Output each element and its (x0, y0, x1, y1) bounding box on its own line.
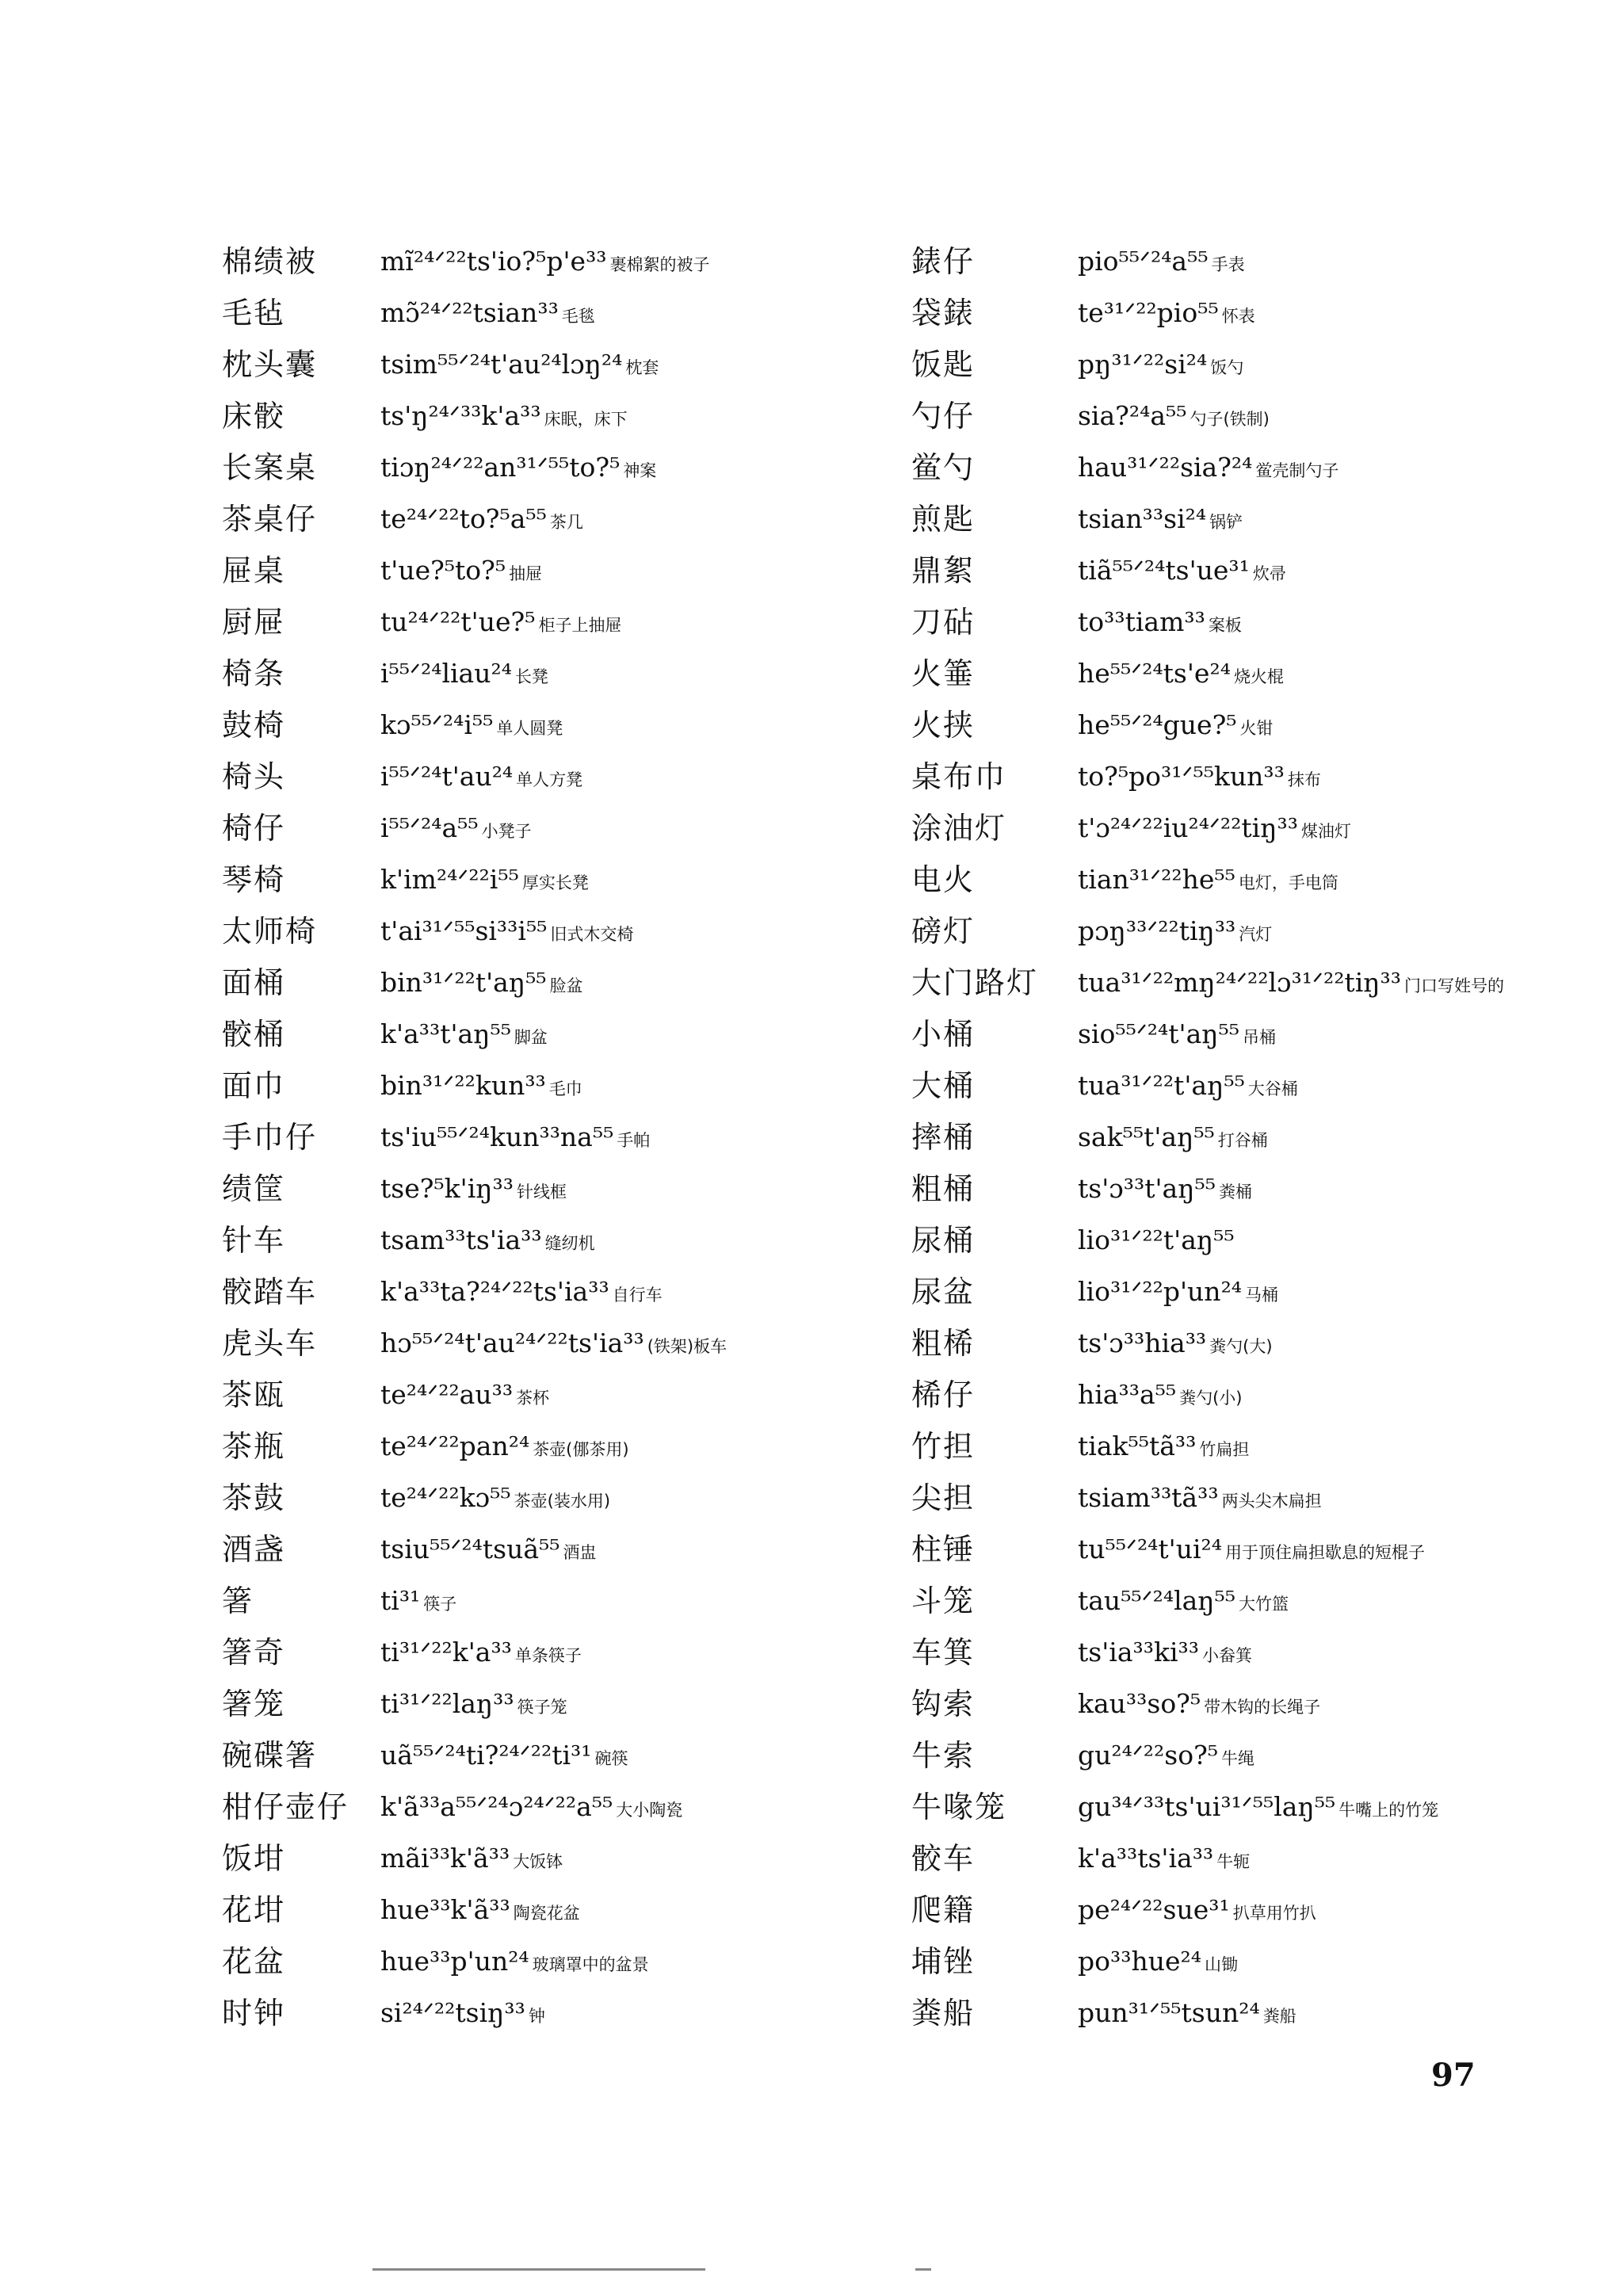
entry-word: 琴椅 (222, 862, 286, 897)
entry-word: 大门路灯 (911, 965, 1039, 1000)
entry-gloss: 大小陶瓷 (616, 1801, 683, 1820)
entry-pronunciation (380, 959, 583, 1010)
entry-gloss: 酒盅 (563, 1543, 597, 1562)
pronunciation-text: tiã⁵⁵ᐟ²⁴ts'ue³¹ (1078, 555, 1250, 586)
entry-word: 大桶 (911, 1068, 976, 1103)
entry-gloss: 单条筷子 (514, 1646, 582, 1665)
entry-word: 火箠 (911, 656, 976, 691)
pronunciation-text: bin³¹ᐟ²²kun³³ (380, 1070, 546, 1101)
entry-pronunciation (1078, 1474, 1322, 1525)
entry-pronunciation (1078, 289, 1255, 340)
entry-gloss: 山锄 (1204, 1955, 1238, 1974)
pronunciation-text: te²⁴ᐟ²²kɔ⁵⁵ (380, 1482, 511, 1513)
entry-pronunciation (380, 856, 589, 907)
pronunciation-text: to?⁵po³¹ᐟ⁵⁵kun³³ (1078, 761, 1285, 792)
entry-pronunciation (380, 1526, 596, 1576)
entry-pronunciation (380, 392, 628, 443)
entry-gloss: 竹扁担 (1199, 1440, 1250, 1459)
entry-gloss: 大竹篮 (1239, 1595, 1289, 1614)
entry-pronunciation (1078, 598, 1242, 649)
pronunciation-text: tse?⁵k'iŋ³³ (380, 1173, 514, 1204)
entry-pronunciation (380, 1320, 727, 1370)
entry-gloss: 枕套 (625, 358, 659, 377)
entry-gloss: 怀表 (1221, 307, 1255, 326)
entry-pronunciation (380, 1989, 545, 2040)
scan-artifact (915, 2268, 931, 2271)
entry-word: 茶瓶 (222, 1429, 286, 1464)
pronunciation-text: tiak⁵⁵tã³³ (1078, 1431, 1197, 1461)
entry-word: 竹担 (911, 1429, 976, 1464)
entry-word: 骹踏车 (222, 1274, 318, 1309)
entry-pronunciation (1078, 1320, 1273, 1370)
entry-gloss: 茶壶(装水用) (514, 1492, 611, 1511)
entry-pronunciation (380, 1577, 456, 1628)
pronunciation-text: tsim⁵⁵ᐟ²⁴t'au²⁴lɔŋ²⁴ (380, 349, 623, 380)
entry-gloss: 钟 (528, 2007, 545, 2026)
entry-gloss: (铁架)板车 (647, 1337, 727, 1356)
entry-pronunciation (380, 1680, 567, 1731)
pronunciation-text: tau⁵⁵ᐟ²⁴laŋ⁵⁵ (1078, 1585, 1236, 1616)
pronunciation-text: pun³¹ᐟ⁵⁵tsun²⁴ (1078, 1997, 1260, 2028)
entry-word: 箸笼 (222, 1687, 286, 1721)
pronunciation-text: tsiam³³tã³³ (1078, 1482, 1219, 1513)
entry-pronunciation (380, 907, 633, 958)
entry-word: 爬籍 (911, 1893, 976, 1927)
entry-gloss: 带木钩的长绳子 (1204, 1698, 1321, 1717)
entry-pronunciation (1078, 1835, 1250, 1885)
entry-gloss: 脸盆 (549, 976, 583, 995)
entry-word: 袋錶 (911, 296, 976, 330)
entry-pronunciation (1078, 1062, 1298, 1113)
entry-pronunciation (380, 1732, 628, 1782)
entry-gloss: 牛轭 (1216, 1852, 1251, 1871)
entry-gloss: 炊帚 (1252, 564, 1286, 583)
pronunciation-text: po³³hue²⁴ (1078, 1946, 1201, 1977)
entry-word: 柑仔壶仔 (222, 1790, 349, 1824)
entry-gloss: 陶瓷花盆 (513, 1904, 580, 1923)
entry-word: 尿桶 (911, 1223, 976, 1258)
entry-word: 面桶 (222, 965, 286, 1000)
entry-pronunciation (1078, 753, 1321, 804)
pronunciation-text: lio³¹ᐟ²²t'aŋ⁵⁵ (1078, 1224, 1235, 1255)
entry-word: 粗桶 (911, 1171, 976, 1206)
pronunciation-text: i⁵⁵ᐟ²⁴a⁵⁵ (380, 812, 479, 843)
pronunciation-text: ts'ɔ³³hia³³ (1078, 1328, 1207, 1358)
pronunciation-text: ti³¹ (380, 1585, 421, 1616)
entry-gloss: 牛绳 (1221, 1749, 1254, 1768)
pronunciation-text: sio⁵⁵ᐟ²⁴t'aŋ⁵⁵ (1078, 1018, 1239, 1049)
entry-gloss: 小凳子 (481, 822, 532, 841)
pronunciation-text: tsiu⁵⁵ᐟ²⁴tsuã⁵⁵ (380, 1534, 560, 1564)
pronunciation-text: t'ɔ²⁴ᐟ²²iu²⁴ᐟ²²tiŋ³³ (1078, 812, 1298, 843)
entry-word: 柱锤 (911, 1532, 976, 1567)
pronunciation-text: i⁵⁵ᐟ²⁴t'au²⁴ (380, 761, 514, 792)
entry-gloss: 毛巾 (548, 1079, 582, 1098)
entry-gloss: 手帕 (617, 1131, 651, 1150)
entry-pronunciation (1078, 959, 1504, 1010)
pronunciation-text: pŋ³¹ᐟ²²si²⁴ (1078, 349, 1208, 380)
pronunciation-text: k'a³³t'aŋ⁵⁵ (380, 1018, 511, 1049)
entry-gloss: 长凳 (514, 667, 548, 686)
entry-word: 錶仔 (911, 244, 976, 279)
entry-pronunciation (1078, 1371, 1242, 1422)
pronunciation-text: tua³¹ᐟ²²mŋ²⁴ᐟ²²lɔ³¹ᐟ²²tiŋ³³ (1078, 967, 1401, 998)
entry-gloss: 马桶 (1245, 1286, 1279, 1305)
pronunciation-text: pe²⁴ᐟ²²sue³¹ (1078, 1894, 1230, 1925)
entry-pronunciation (380, 1783, 682, 1834)
entry-pronunciation (1078, 1577, 1289, 1628)
entry-word: 斗笼 (911, 1584, 976, 1618)
entry-word: 鲎勺 (911, 450, 976, 485)
entry-word: 小桶 (911, 1017, 976, 1052)
entry-pronunciation (380, 804, 532, 855)
entry-word: 枕头囊 (222, 347, 318, 382)
pronunciation-text: ti³¹ᐟ²²laŋ³³ (380, 1688, 514, 1719)
entry-pronunciation (380, 701, 563, 752)
entry-pronunciation (380, 1423, 629, 1473)
pronunciation-text: tu⁵⁵ᐟ²⁴t'ui²⁴ (1078, 1534, 1222, 1564)
entry-pronunciation (1078, 495, 1243, 546)
entry-word: 厨屉 (222, 605, 286, 640)
entry-gloss: 扒草用竹扒 (1232, 1904, 1316, 1923)
entry-word: 椅头 (222, 759, 286, 794)
entry-word: 茶瓯 (222, 1377, 286, 1412)
pronunciation-text: he⁵⁵ᐟ²⁴ts'e²⁴ (1078, 658, 1231, 689)
entry-word: 尿盆 (911, 1274, 976, 1309)
entry-word: 酒盏 (222, 1532, 286, 1567)
entry-word: 虎头车 (222, 1326, 318, 1361)
entry-gloss: 电灯，手电筒 (1238, 873, 1338, 892)
pronunciation-text: ts'ɔ³³t'aŋ⁵⁵ (1078, 1173, 1216, 1204)
pronunciation-text: mĩ²⁴ᐟ²²ts'io?⁵p'e³³ (380, 246, 607, 277)
entry-gloss: 茶几 (549, 513, 583, 532)
pronunciation-text: hue³³k'ã³³ (380, 1894, 510, 1925)
pronunciation-text: si²⁴ᐟ²²tsiŋ³³ (380, 1997, 525, 2028)
entry-pronunciation (1078, 1217, 1238, 1267)
entry-gloss: 碗筷 (594, 1749, 628, 1768)
entry-pronunciation (380, 1165, 567, 1216)
entry-pronunciation (380, 1938, 649, 1988)
entry-pronunciation (1078, 1114, 1268, 1164)
entry-word: 椅条 (222, 656, 286, 691)
entry-pronunciation (1078, 1165, 1252, 1216)
pronunciation-text: he⁵⁵ᐟ²⁴gue?⁵ (1078, 709, 1237, 740)
entry-gloss: 汽灯 (1239, 925, 1273, 944)
entry-word: 面巾 (222, 1068, 286, 1103)
entry-word: 涂油灯 (911, 811, 1007, 846)
pronunciation-text: tsam³³ts'ia³³ (380, 1224, 542, 1255)
entry-word: 粗桸 (911, 1326, 976, 1361)
entry-pronunciation (380, 1010, 548, 1061)
entry-gloss: 粪勺(大) (1209, 1337, 1273, 1356)
entry-word: 埔锉 (911, 1944, 976, 1979)
pronunciation-text: k'a³³ta?²⁴ᐟ²²ts'ia³³ (380, 1276, 609, 1307)
pronunciation-text: to³³tiam³³ (1078, 606, 1205, 637)
entry-gloss: 单人方凳 (516, 770, 583, 789)
entry-word: 花盆 (222, 1944, 286, 1979)
entry-word: 箸奇 (222, 1635, 286, 1670)
entry-pronunciation (1078, 1783, 1438, 1834)
pronunciation-text: pɔŋ³³ᐟ²²tiŋ³³ (1078, 915, 1236, 946)
entry-gloss: 案板 (1208, 616, 1242, 635)
pronunciation-text: hau³¹ᐟ²²sia?²⁴ (1078, 452, 1253, 483)
entry-gloss: 粪勺(小) (1179, 1389, 1243, 1408)
entry-gloss: 缝纫机 (544, 1234, 595, 1253)
entry-gloss: 裹棉絮的被子 (609, 255, 710, 274)
pronunciation-text: k'a³³ts'ia³³ (1078, 1843, 1214, 1874)
pronunciation-text: tu²⁴ᐟ²²t'ue?⁵ (380, 606, 536, 637)
entry-gloss: 勺子(铁制) (1190, 410, 1270, 429)
entry-word: 电火 (911, 862, 976, 897)
pronunciation-text: hue³³p'un²⁴ (380, 1946, 529, 1977)
entry-gloss: 玻璃罩中的盆景 (532, 1955, 649, 1974)
entry-gloss: 饭勺 (1210, 358, 1244, 377)
entry-word: 鼓椅 (222, 708, 286, 743)
entry-pronunciation (380, 1835, 563, 1885)
entry-pronunciation (380, 1629, 582, 1679)
entry-word: 手巾仔 (222, 1120, 318, 1155)
entry-pronunciation (380, 495, 583, 546)
entry-word: 长案桌 (222, 450, 318, 485)
entry-word: 床骹 (222, 399, 286, 434)
entry-gloss: 煤油灯 (1300, 822, 1351, 841)
pronunciation-text: mɔ̃²⁴ᐟ²²tsian³³ (380, 297, 559, 328)
entry-gloss: 针线框 (516, 1182, 567, 1201)
entry-pronunciation (380, 1268, 663, 1319)
entry-pronunciation (1078, 1680, 1320, 1731)
entry-gloss: 床眠，床下 (544, 410, 628, 429)
entry-word: 茶鼓 (222, 1480, 286, 1515)
pronunciation-text: kau³³so?⁵ (1078, 1688, 1201, 1719)
entry-pronunciation (1078, 1886, 1316, 1937)
entry-gloss: 筷子笼 (517, 1698, 567, 1717)
entry-pronunciation (380, 1062, 582, 1113)
pronunciation-text: k'ã³³a⁵⁵ᐟ²⁴ɔ²⁴ᐟ²²a⁵⁵ (380, 1791, 613, 1822)
entry-gloss: 粪船 (1262, 2007, 1296, 2026)
entry-word: 茶桌仔 (222, 502, 318, 537)
pronunciation-text: kɔ⁵⁵ᐟ²⁴i⁵⁵ (380, 709, 494, 740)
entry-gloss: 锅铲 (1209, 513, 1243, 532)
pronunciation-text: tiɔŋ²⁴ᐟ²²an³¹ᐟ⁵⁵to?⁵ (380, 452, 621, 483)
entry-word: 屉桌 (222, 553, 286, 588)
entry-gloss: 厚实长凳 (521, 873, 589, 892)
entry-pronunciation (1078, 1732, 1254, 1782)
entry-pronunciation (380, 753, 582, 804)
pronunciation-text: hɔ⁵⁵ᐟ²⁴t'au²⁴ᐟ²²ts'ia³³ (380, 1328, 644, 1358)
entry-word: 火挟 (911, 708, 976, 743)
entry-pronunciation (1078, 444, 1338, 495)
entry-gloss: 自行车 (612, 1286, 663, 1305)
entry-word: 鼎絮 (911, 553, 976, 588)
pronunciation-text: tian³¹ᐟ²²he⁵⁵ (1078, 864, 1235, 895)
entry-pronunciation (1078, 392, 1270, 443)
entry-gloss: 神案 (623, 461, 657, 480)
pronunciation-text: i⁵⁵ᐟ²⁴liau²⁴ (380, 658, 512, 689)
entry-pronunciation (380, 547, 542, 598)
entry-gloss: 茶壶(㑚茶用) (533, 1440, 629, 1459)
entry-pronunciation (1078, 1629, 1252, 1679)
entry-gloss: 牛嘴上的竹笼 (1338, 1801, 1439, 1820)
entry-pronunciation (380, 1371, 549, 1422)
pronunciation-text: gu²⁴ᐟ²²so?⁵ (1078, 1740, 1218, 1771)
entry-word: 粪船 (911, 1996, 976, 2030)
pronunciation-text: lio³¹ᐟ²²p'un²⁴ (1078, 1276, 1243, 1307)
entry-pronunciation (1078, 1938, 1238, 1988)
entry-gloss: 抹布 (1287, 770, 1321, 789)
entry-pronunciation (1078, 907, 1272, 958)
entry-word: 绩筐 (222, 1171, 286, 1206)
entry-gloss: 单人圆凳 (496, 719, 563, 738)
pronunciation-text: bin³¹ᐟ²²t'aŋ⁵⁵ (380, 967, 547, 998)
entry-word: 针车 (222, 1223, 286, 1258)
entry-pronunciation (380, 650, 548, 701)
pronunciation-text: tua³¹ᐟ²²t'aŋ⁵⁵ (1078, 1070, 1245, 1101)
entry-pronunciation (1078, 1268, 1278, 1319)
pronunciation-text: uã⁵⁵ᐟ²⁴ti?²⁴ᐟ²²ti³¹ (380, 1740, 592, 1771)
pronunciation-text: te²⁴ᐟ²²to?⁵a⁵⁵ (380, 503, 547, 534)
entry-pronunciation (380, 1114, 650, 1164)
entry-gloss: 大饭钵 (513, 1852, 563, 1871)
entry-pronunciation (1078, 804, 1351, 855)
entry-gloss: 毛毯 (561, 307, 595, 326)
pronunciation-text: ts'ŋ²⁴ᐟ³³k'a³³ (380, 400, 541, 431)
pronunciation-text: te³¹ᐟ²²pio⁵⁵ (1078, 297, 1219, 328)
entry-gloss: 旧式木交椅 (550, 925, 634, 944)
entry-pronunciation (1078, 341, 1243, 392)
entry-pronunciation (380, 1217, 595, 1267)
entry-gloss: 大谷桶 (1247, 1079, 1298, 1098)
entry-pronunciation (1078, 1989, 1296, 2040)
entry-gloss: 用于顶住扁担歇息的短棍子 (1225, 1543, 1425, 1562)
pronunciation-text: te²⁴ᐟ²²pan²⁴ (380, 1431, 530, 1461)
entry-word: 饭坩 (222, 1841, 286, 1876)
entry-gloss: 粪桶 (1218, 1182, 1252, 1201)
pronunciation-text: pio⁵⁵ᐟ²⁴a⁵⁵ (1078, 246, 1209, 277)
pronunciation-text: sia?²⁴a⁵⁵ (1078, 400, 1187, 431)
pronunciation-text: t'ue?⁵to?⁵ (380, 555, 506, 586)
entry-gloss: 筷子 (423, 1595, 457, 1614)
entry-gloss: 抽屉 (509, 564, 543, 583)
entry-word: 碗碟箸 (222, 1738, 318, 1773)
entry-pronunciation (1078, 238, 1245, 288)
pronunciation-text: sak⁵⁵t'aŋ⁵⁵ (1078, 1121, 1215, 1152)
entry-word: 花坩 (222, 1893, 286, 1927)
pronunciation-text: mãi³³k'ã³³ (380, 1843, 510, 1874)
entry-word: 牛喙笼 (911, 1790, 1007, 1824)
entry-pronunciation (380, 1474, 610, 1525)
pronunciation-text: t'ai³¹ᐟ⁵⁵si³³i⁵⁵ (380, 915, 548, 946)
pronunciation-text: k'im²⁴ᐟ²²i⁵⁵ (380, 864, 519, 895)
entry-pronunciation (380, 238, 710, 288)
entry-gloss: 烧火棍 (1233, 667, 1284, 686)
entry-gloss: 鲎壳制勺子 (1255, 461, 1339, 480)
entry-pronunciation (380, 1886, 580, 1937)
entry-pronunciation (380, 444, 656, 495)
entry-pronunciation (1078, 650, 1284, 701)
entry-gloss: 手表 (1211, 255, 1245, 274)
entry-gloss: 门口写姓号的 (1403, 976, 1504, 995)
entry-pronunciation (1078, 1423, 1249, 1473)
entry-word: 椅仔 (222, 811, 286, 846)
entry-word: 时钟 (222, 1996, 286, 2030)
entry-gloss: 打谷桶 (1217, 1131, 1268, 1150)
pronunciation-text: te²⁴ᐟ²²au³³ (380, 1379, 514, 1410)
entry-word: 尖担 (911, 1480, 976, 1515)
entry-gloss: 茶杯 (516, 1389, 550, 1408)
entry-word: 勺仔 (911, 399, 976, 434)
entry-pronunciation (380, 598, 621, 649)
entry-pronunciation (1078, 1010, 1276, 1061)
pronunciation-text: hia³³a⁵⁵ (1078, 1379, 1177, 1410)
entry-word: 车箕 (911, 1635, 976, 1670)
pronunciation-text: ts'iu⁵⁵ᐟ²⁴kun³³na⁵⁵ (380, 1121, 614, 1152)
entry-word: 磅灯 (911, 914, 976, 949)
entry-pronunciation (380, 341, 659, 392)
pronunciation-text: tsian³³si²⁴ (1078, 503, 1207, 534)
entry-pronunciation (1078, 856, 1338, 907)
pronunciation-text: ti³¹ᐟ²²k'a³³ (380, 1637, 512, 1668)
entry-gloss: 柜子上抽屉 (538, 616, 622, 635)
pronunciation-text: ts'ia³³ki³³ (1078, 1637, 1199, 1668)
entry-word: 煎匙 (911, 502, 976, 537)
entry-word: 箸 (222, 1584, 254, 1618)
scan-artifact (372, 2268, 705, 2271)
entry-word: 饭匙 (911, 347, 976, 382)
entry-word: 桌布巾 (911, 759, 1007, 794)
entry-word: 骹桶 (222, 1017, 286, 1052)
page-number: 97 (1431, 2057, 1476, 2094)
entry-word: 桸仔 (911, 1377, 976, 1412)
entry-gloss: 两头尖木扁担 (1221, 1492, 1322, 1511)
entry-word: 钩索 (911, 1687, 976, 1721)
entry-word: 毛毡 (222, 296, 286, 330)
entry-pronunciation (380, 289, 595, 340)
entry-pronunciation (1078, 701, 1274, 752)
entry-word: 骹车 (911, 1841, 976, 1876)
entry-gloss: 小畚箕 (1201, 1646, 1252, 1665)
entry-word: 刀砧 (911, 605, 976, 640)
entry-gloss: 吊桶 (1242, 1028, 1276, 1047)
entry-word: 摔桶 (911, 1120, 976, 1155)
entry-pronunciation (1078, 1526, 1425, 1576)
entry-word: 牛索 (911, 1738, 976, 1773)
pronunciation-text: gu³⁴ᐟ³³ts'ui³¹ᐟ⁵⁵laŋ⁵⁵ (1078, 1791, 1336, 1822)
entry-gloss: 火钳 (1239, 719, 1274, 738)
entry-pronunciation (1078, 547, 1286, 598)
entry-gloss: 脚盆 (514, 1028, 548, 1047)
entry-word: 太师椅 (222, 914, 318, 949)
entry-word: 棉绩被 (222, 244, 318, 279)
